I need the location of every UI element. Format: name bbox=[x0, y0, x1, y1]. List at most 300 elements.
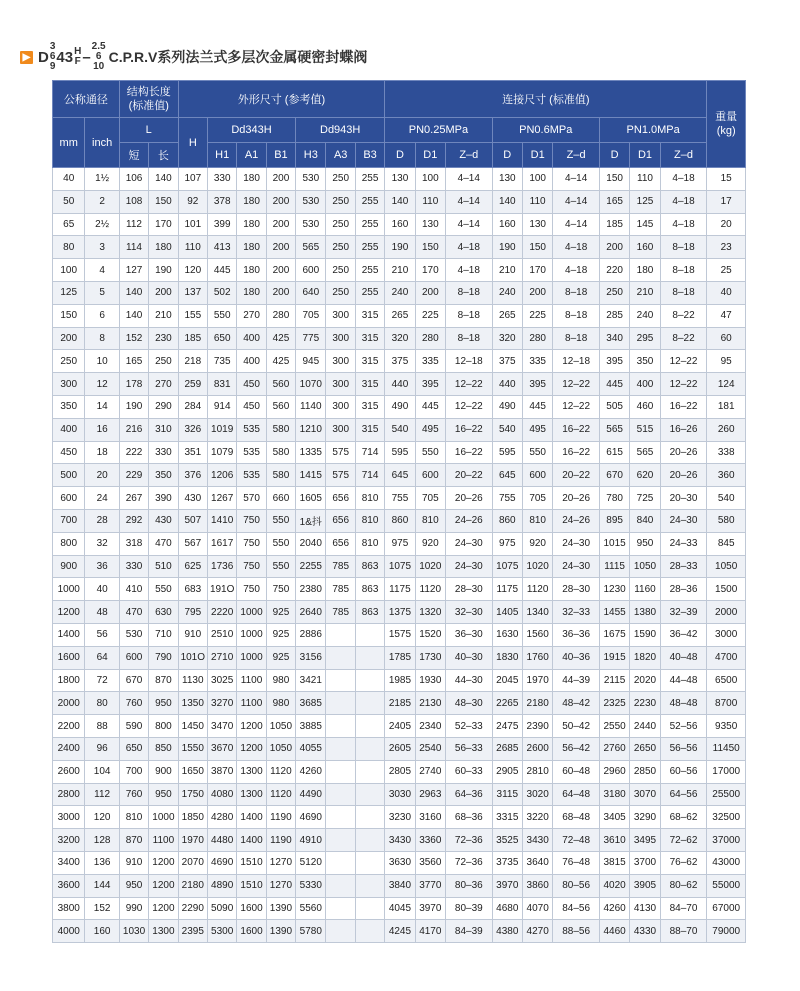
table-cell: 1000 bbox=[237, 646, 266, 669]
table-cell: 1270 bbox=[266, 851, 295, 874]
table-cell: 575 bbox=[326, 441, 355, 464]
table-cell: 1140 bbox=[296, 395, 326, 418]
table-cell: 2185 bbox=[385, 692, 415, 715]
table-cell: 440 bbox=[385, 373, 415, 396]
table-cell: 2886 bbox=[296, 623, 326, 646]
table-cell: 810 bbox=[119, 806, 148, 829]
table-cell: 250 bbox=[326, 236, 355, 259]
table-cell: 12 bbox=[85, 373, 119, 396]
table-cell: 44–30 bbox=[446, 669, 493, 692]
table-cell: 2200 bbox=[53, 715, 85, 738]
table-cell bbox=[326, 623, 355, 646]
table-cell: 200 bbox=[53, 327, 85, 350]
table-cell: 20–26 bbox=[553, 487, 600, 510]
table-cell: 1270 bbox=[266, 874, 295, 897]
table-cell: 3270 bbox=[207, 692, 236, 715]
table-cell: 2380 bbox=[296, 578, 326, 601]
table-cell: 100 bbox=[53, 259, 85, 282]
table-cell: 650 bbox=[119, 737, 148, 760]
table-cell: 395 bbox=[522, 373, 552, 396]
table-cell bbox=[355, 897, 384, 920]
table-cell: 1100 bbox=[237, 692, 266, 715]
table-cell bbox=[326, 897, 355, 920]
table-cell: 580 bbox=[266, 464, 295, 487]
table-cell: 945 bbox=[296, 350, 326, 373]
table-cell: 2255 bbox=[296, 555, 326, 578]
table-cell: 1020 bbox=[415, 555, 445, 578]
table-cell: 1000 bbox=[237, 623, 266, 646]
table-cell: 17 bbox=[707, 190, 746, 213]
table-cell: 3525 bbox=[492, 829, 522, 852]
table-cell: 3430 bbox=[522, 829, 552, 852]
table-cell: 1000 bbox=[149, 806, 178, 829]
table-cell: 750 bbox=[237, 509, 266, 532]
table-cell: 3610 bbox=[599, 829, 629, 852]
table-cell: 1075 bbox=[492, 555, 522, 578]
table-cell: 670 bbox=[599, 464, 629, 487]
table-cell: 2000 bbox=[53, 692, 85, 715]
table-cell: 300 bbox=[326, 327, 355, 350]
table-cell: 375 bbox=[385, 350, 415, 373]
table-cell: 3600 bbox=[53, 874, 85, 897]
table-cell: 300 bbox=[326, 418, 355, 441]
table-cell: 700 bbox=[119, 760, 148, 783]
table-cell: 470 bbox=[119, 601, 148, 624]
table-cell: 107 bbox=[178, 168, 207, 191]
table-cell: 550 bbox=[207, 304, 236, 327]
table-cell: 645 bbox=[492, 464, 522, 487]
table-cell: 785 bbox=[326, 601, 355, 624]
table-cell: 170 bbox=[522, 259, 552, 282]
table-cell: 315 bbox=[355, 418, 384, 441]
table-cell: 530 bbox=[296, 168, 326, 191]
table-cell: 1760 bbox=[522, 646, 552, 669]
table-cell: 12–22 bbox=[660, 373, 707, 396]
table-cell: 895 bbox=[599, 509, 629, 532]
table-cell: 4270 bbox=[522, 920, 552, 943]
table-cell: 250 bbox=[599, 281, 629, 304]
table-cell: 550 bbox=[522, 441, 552, 464]
table-cell: 100 bbox=[415, 168, 445, 191]
table-cell: 101O bbox=[178, 646, 207, 669]
table-cell: 1800 bbox=[53, 669, 85, 692]
table-cell: 1120 bbox=[522, 578, 552, 601]
table-cell: 8–18 bbox=[660, 236, 707, 259]
table-cell: 1000 bbox=[53, 578, 85, 601]
table-cell: 180 bbox=[237, 259, 266, 282]
table-cell: 125 bbox=[53, 281, 85, 304]
table-cell bbox=[355, 920, 384, 943]
table-cell: 65 bbox=[53, 213, 85, 236]
table-cell: 3495 bbox=[630, 829, 660, 852]
table-cell: 222 bbox=[119, 441, 148, 464]
table-cell: 863 bbox=[355, 578, 384, 601]
table-cell: 255 bbox=[355, 236, 384, 259]
table-cell: 137 bbox=[178, 281, 207, 304]
table-cell: 8–18 bbox=[446, 327, 493, 350]
table-cell: 48–30 bbox=[446, 692, 493, 715]
table-cell: 24–33 bbox=[660, 532, 707, 555]
table-cell: 705 bbox=[522, 487, 552, 510]
table-cell: 2440 bbox=[630, 715, 660, 738]
table-cell: 250 bbox=[326, 190, 355, 213]
table-cell: 2905 bbox=[492, 760, 522, 783]
table-cell bbox=[326, 783, 355, 806]
table-cell: 600 bbox=[296, 259, 326, 282]
table-cell: 1079 bbox=[207, 441, 236, 464]
table-cell: 270 bbox=[237, 304, 266, 327]
table-cell: 160 bbox=[630, 236, 660, 259]
table-cell bbox=[355, 737, 384, 760]
table-cell: 550 bbox=[149, 578, 178, 601]
table-cell: 1230 bbox=[599, 578, 629, 601]
table-row bbox=[53, 737, 746, 760]
table-cell: 3400 bbox=[53, 851, 85, 874]
table-cell: 510 bbox=[149, 555, 178, 578]
header-d: D bbox=[385, 143, 415, 168]
table-cell: 495 bbox=[415, 418, 445, 441]
table-cell: 84–56 bbox=[553, 897, 600, 920]
table-cell: 1830 bbox=[492, 646, 522, 669]
table-cell: 2640 bbox=[296, 601, 326, 624]
table-cell: 445 bbox=[599, 373, 629, 396]
table-cell: 5090 bbox=[207, 897, 236, 920]
table-cell: 60–56 bbox=[660, 760, 707, 783]
table-row bbox=[53, 578, 746, 601]
table-cell: 240 bbox=[630, 304, 660, 327]
table-cell: 790 bbox=[149, 646, 178, 669]
table-cell: 259 bbox=[178, 373, 207, 396]
table-cell: 80–62 bbox=[660, 874, 707, 897]
table-cell: 36–30 bbox=[446, 623, 493, 646]
table-cell: 1200 bbox=[53, 601, 85, 624]
table-cell: 2710 bbox=[207, 646, 236, 669]
table-cell: 250 bbox=[149, 350, 178, 373]
table-cell: 8–22 bbox=[660, 304, 707, 327]
table-cell: 79000 bbox=[707, 920, 746, 943]
table-cell: 530 bbox=[296, 213, 326, 236]
table-cell: 60 bbox=[707, 327, 746, 350]
table-cell: 200 bbox=[599, 236, 629, 259]
page-title bbox=[20, 40, 367, 74]
table-cell: 1120 bbox=[266, 783, 295, 806]
table-cell: 4–18 bbox=[660, 168, 707, 191]
table-cell: 1200 bbox=[149, 897, 178, 920]
table-cell: 2340 bbox=[415, 715, 445, 738]
table-cell: 3360 bbox=[415, 829, 445, 852]
table-cell: 125 bbox=[630, 190, 660, 213]
table-cell: 36–36 bbox=[553, 623, 600, 646]
table-cell: 1050 bbox=[266, 715, 295, 738]
spec-table bbox=[52, 80, 746, 943]
table-cell: 3030 bbox=[385, 783, 415, 806]
table-cell: 950 bbox=[149, 692, 178, 715]
table-cell: 580 bbox=[266, 418, 295, 441]
table-cell: 910 bbox=[119, 851, 148, 874]
table-cell: 600 bbox=[53, 487, 85, 510]
table-cell: 656 bbox=[326, 487, 355, 510]
table-cell: 190 bbox=[149, 259, 178, 282]
table-cell: 2290 bbox=[178, 897, 207, 920]
table-cell: 1210 bbox=[296, 418, 326, 441]
table-cell: 1175 bbox=[492, 578, 522, 601]
table-cell: 505 bbox=[599, 395, 629, 418]
table-cell: 284 bbox=[178, 395, 207, 418]
table-cell: 255 bbox=[355, 259, 384, 282]
table-cell: 660 bbox=[266, 487, 295, 510]
table-cell: 570 bbox=[237, 487, 266, 510]
table-cell: 625 bbox=[178, 555, 207, 578]
table-row bbox=[53, 304, 746, 327]
table-cell: 350 bbox=[630, 350, 660, 373]
table-row bbox=[53, 464, 746, 487]
table-cell: 550 bbox=[266, 509, 295, 532]
table-cell: 2850 bbox=[630, 760, 660, 783]
table-cell: 8–18 bbox=[446, 304, 493, 327]
table-cell: 8 bbox=[85, 327, 119, 350]
table-cell: 152 bbox=[119, 327, 148, 350]
table-cell: 2395 bbox=[178, 920, 207, 943]
table-cell: 530 bbox=[296, 190, 326, 213]
header-dd343h: Dd343H bbox=[207, 118, 295, 143]
table-cell: 210 bbox=[149, 304, 178, 327]
table-cell: 190 bbox=[492, 236, 522, 259]
table-cell: 3815 bbox=[599, 851, 629, 874]
table-cell: 1320 bbox=[415, 601, 445, 624]
table-cell: 2115 bbox=[599, 669, 629, 692]
table-cell: 1300 bbox=[237, 760, 266, 783]
table-cell: 225 bbox=[415, 304, 445, 327]
table-cell: 10 bbox=[85, 350, 119, 373]
table-cell: 800 bbox=[53, 532, 85, 555]
table-cell: 106 bbox=[119, 168, 148, 191]
table-row bbox=[53, 213, 746, 236]
header-H: H bbox=[178, 118, 207, 168]
table-cell: 900 bbox=[149, 760, 178, 783]
table-cell: 735 bbox=[207, 350, 236, 373]
table-cell: 920 bbox=[415, 532, 445, 555]
table-cell: 335 bbox=[522, 350, 552, 373]
table-cell: 4170 bbox=[415, 920, 445, 943]
table-cell: 670 bbox=[119, 669, 148, 692]
table-cell: 3770 bbox=[415, 874, 445, 897]
header-d1: D1 bbox=[415, 143, 445, 168]
table-cell: 4260 bbox=[599, 897, 629, 920]
table-cell: 376 bbox=[178, 464, 207, 487]
table-cell: 863 bbox=[355, 601, 384, 624]
table-cell: 4–18 bbox=[660, 213, 707, 236]
table-cell: 3180 bbox=[599, 783, 629, 806]
table-cell: 130 bbox=[385, 168, 415, 191]
table-cell: 550 bbox=[415, 441, 445, 464]
table-cell: 775 bbox=[296, 327, 326, 350]
table-cell: 88–56 bbox=[553, 920, 600, 943]
table-cell: 225 bbox=[522, 304, 552, 327]
table-cell: 210 bbox=[385, 259, 415, 282]
table-cell: 72–36 bbox=[446, 851, 493, 874]
table-cell: 1730 bbox=[415, 646, 445, 669]
table-cell: 5330 bbox=[296, 874, 326, 897]
table-cell: 180 bbox=[237, 281, 266, 304]
table-cell: 16–22 bbox=[553, 418, 600, 441]
table-cell: 295 bbox=[630, 327, 660, 350]
table-cell: 1050 bbox=[266, 737, 295, 760]
table-row bbox=[53, 669, 746, 692]
table-cell: 47 bbox=[707, 304, 746, 327]
table-row bbox=[53, 623, 746, 646]
table-cell: 1190 bbox=[266, 829, 295, 852]
table-cell: 4–14 bbox=[446, 168, 493, 191]
table-cell: 285 bbox=[599, 304, 629, 327]
table-row bbox=[53, 783, 746, 806]
table-cell: 1070 bbox=[296, 373, 326, 396]
table-cell: 3630 bbox=[385, 851, 415, 874]
table-cell: 870 bbox=[119, 829, 148, 852]
table-cell: 810 bbox=[355, 532, 384, 555]
table-cell: 16–22 bbox=[446, 441, 493, 464]
table-cell: 567 bbox=[178, 532, 207, 555]
table-cell: 270 bbox=[149, 373, 178, 396]
table-row bbox=[53, 555, 746, 578]
table-cell: 450 bbox=[53, 441, 85, 464]
table-cell: 4480 bbox=[207, 829, 236, 852]
table-cell: 300 bbox=[53, 373, 85, 396]
table-cell: 705 bbox=[415, 487, 445, 510]
table-cell: 1175 bbox=[385, 578, 415, 601]
table-cell: 2130 bbox=[415, 692, 445, 715]
table-cell: 190 bbox=[119, 395, 148, 418]
header-a3: A3 bbox=[326, 143, 355, 168]
arrow-right-icon: ▶ bbox=[20, 51, 33, 64]
table-cell: 3685 bbox=[296, 692, 326, 715]
table-row bbox=[53, 350, 746, 373]
table-cell: 72–36 bbox=[446, 829, 493, 852]
table-cell: 925 bbox=[266, 646, 295, 669]
table-cell: 750 bbox=[266, 578, 295, 601]
table-cell: 3430 bbox=[385, 829, 415, 852]
table-cell: 580 bbox=[707, 509, 746, 532]
table-cell: 80–56 bbox=[553, 874, 600, 897]
table-cell: 185 bbox=[178, 327, 207, 350]
header-dd943h: Dd943H bbox=[296, 118, 385, 143]
table-cell: 315 bbox=[355, 327, 384, 350]
table-cell: 300 bbox=[326, 304, 355, 327]
table-cell: 990 bbox=[119, 897, 148, 920]
table-cell: 3290 bbox=[630, 806, 660, 829]
table-cell: 4–18 bbox=[553, 236, 600, 259]
table-cell: 2600 bbox=[522, 737, 552, 760]
table-row bbox=[53, 851, 746, 874]
table-cell: 8–18 bbox=[446, 281, 493, 304]
table-cell: 3 bbox=[85, 236, 119, 259]
table-cell: 48–48 bbox=[660, 692, 707, 715]
table-row bbox=[53, 373, 746, 396]
table-cell: 620 bbox=[630, 464, 660, 487]
table-cell: 540 bbox=[385, 418, 415, 441]
table-cell: 2180 bbox=[522, 692, 552, 715]
table-cell: 2405 bbox=[385, 715, 415, 738]
table-cell: 48 bbox=[85, 601, 119, 624]
table-cell: 67000 bbox=[707, 897, 746, 920]
table-cell bbox=[355, 646, 384, 669]
table-cell: 64–48 bbox=[553, 783, 600, 806]
table-cell: 8–18 bbox=[660, 281, 707, 304]
table-cell: 315 bbox=[355, 350, 384, 373]
table-cell: 914 bbox=[207, 395, 236, 418]
table-cell bbox=[326, 806, 355, 829]
table-cell: 755 bbox=[385, 487, 415, 510]
table-cell: 2 bbox=[85, 190, 119, 213]
table-cell: 3885 bbox=[296, 715, 326, 738]
table-cell: 12–22 bbox=[553, 395, 600, 418]
table-cell: 4280 bbox=[207, 806, 236, 829]
table-cell: 48–42 bbox=[553, 692, 600, 715]
table-cell: 2600 bbox=[53, 760, 85, 783]
table-cell: 1970 bbox=[522, 669, 552, 692]
table-cell: 350 bbox=[149, 464, 178, 487]
table-cell: 25500 bbox=[707, 783, 746, 806]
table-cell: 560 bbox=[266, 373, 295, 396]
table-cell: 1340 bbox=[522, 601, 552, 624]
table-cell: 630 bbox=[149, 601, 178, 624]
table-cell: 24 bbox=[85, 487, 119, 510]
table-cell: 84–70 bbox=[660, 897, 707, 920]
table-cell: 32 bbox=[85, 532, 119, 555]
table-cell: 210 bbox=[492, 259, 522, 282]
table-cell: 56–42 bbox=[553, 737, 600, 760]
table-cell: 413 bbox=[207, 236, 236, 259]
table-cell: 95 bbox=[707, 350, 746, 373]
table-cell: 2960 bbox=[599, 760, 629, 783]
table-cell: 1160 bbox=[630, 578, 660, 601]
table-cell: 180 bbox=[237, 236, 266, 259]
table-cell: 140 bbox=[119, 281, 148, 304]
table-cell: 68–62 bbox=[660, 806, 707, 829]
table-cell: 4680 bbox=[492, 897, 522, 920]
table-cell: 2400 bbox=[53, 737, 85, 760]
table-row bbox=[53, 601, 746, 624]
table-cell: 2800 bbox=[53, 783, 85, 806]
table-cell: 1590 bbox=[630, 623, 660, 646]
table-cell: 4700 bbox=[707, 646, 746, 669]
table-cell: 900 bbox=[53, 555, 85, 578]
table-cell: 28–33 bbox=[660, 555, 707, 578]
stack-size-1: 3 6 9 bbox=[49, 41, 56, 72]
table-cell: 425 bbox=[266, 327, 295, 350]
table-cell: 216 bbox=[119, 418, 148, 441]
table-cell: 755 bbox=[492, 487, 522, 510]
table-row bbox=[53, 897, 746, 920]
table-cell: 2220 bbox=[207, 601, 236, 624]
table-cell: 1120 bbox=[266, 760, 295, 783]
table-cell: 40–36 bbox=[553, 646, 600, 669]
table-row bbox=[53, 646, 746, 669]
table-cell: 760 bbox=[119, 783, 148, 806]
table-cell: 1510 bbox=[237, 874, 266, 897]
table-cell: 150 bbox=[522, 236, 552, 259]
table-cell: 2265 bbox=[492, 692, 522, 715]
table-cell: 110 bbox=[522, 190, 552, 213]
table-cell: 127 bbox=[119, 259, 148, 282]
table-cell: 2045 bbox=[492, 669, 522, 692]
table-cell: 1335 bbox=[296, 441, 326, 464]
table-cell bbox=[326, 737, 355, 760]
table-cell: 1390 bbox=[266, 920, 295, 943]
table-cell: 615 bbox=[599, 441, 629, 464]
table-cell: 1380 bbox=[630, 601, 660, 624]
table-cell: 810 bbox=[355, 487, 384, 510]
table-cell: 20–26 bbox=[446, 487, 493, 510]
